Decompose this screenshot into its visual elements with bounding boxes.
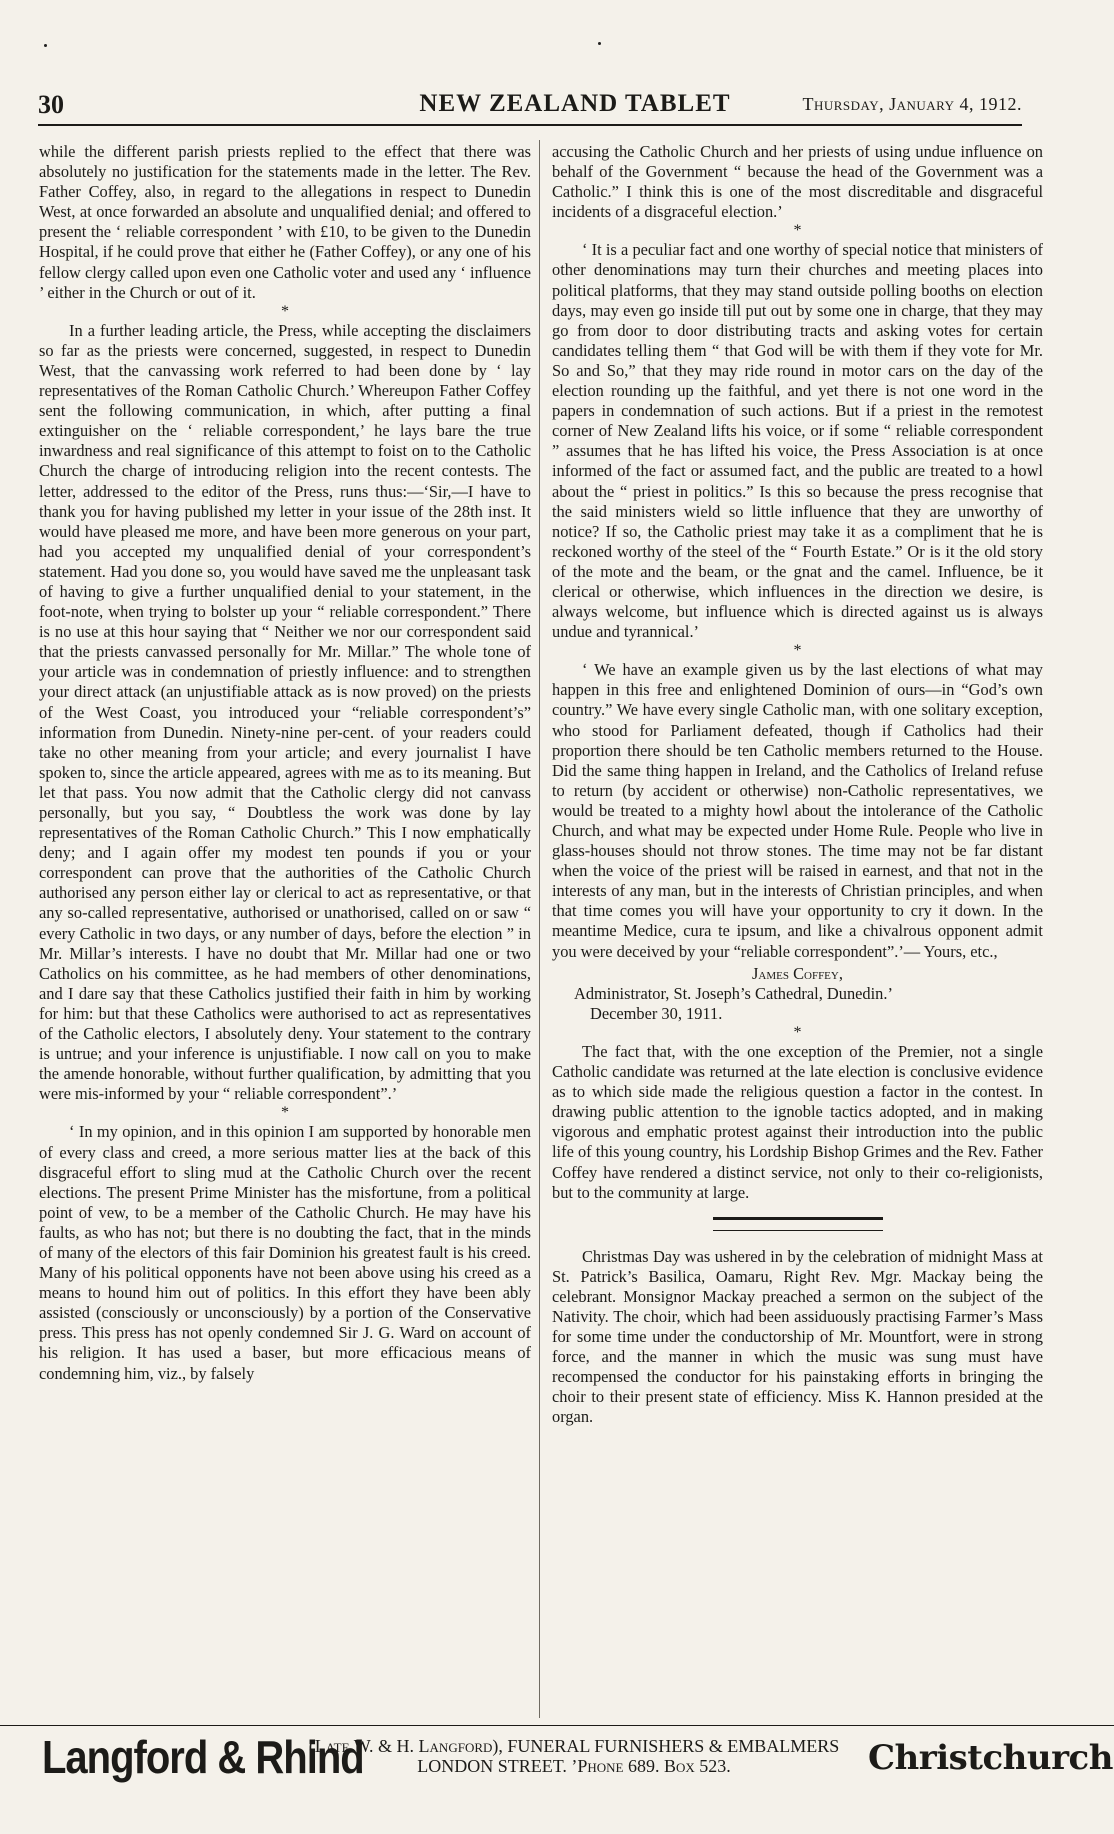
- section-star: *: [793, 222, 802, 240]
- paragraph: In a further leading article, the Press, while accepting the disclaimers so far as the priests were concerned, suggested, in respect to Dunedin West, that the canvassing work referred to had been done by ‘ lay representatives of the Roman Catholic Church.’ Whereupon Father Coffey sent the following communication, in which, after putting a final extinguisher on the ‘ reliable correspondent,’ he lays bare the true inwardness and real significance of this attempt to foist on to the Catholic Church the charge of introducing religion into the recent contests. The letter, addressed to the editor of the Press, runs thus:—‘Sir,—I have to thank you for having published my letter in your issue of the 28th inst. It would have pleased me more, and have been more generous on your part, had you accepted my unqualified denial of your correspondent’s statement. Had you done so, you would have saved me the unpleasant task of having to give a further unqualified denial to your statement, in the foot-note, when trying to bolster up your “ reliable correspondent.” There is no use at this hour saying that “ Neither we nor our correspondent said that the priests canvassed personally for Mr. Millar.” The whole tone of your article was in condemnation of priestly influence: and to strengthen your direct attack (an unjustifiable attack as is now proved) on the priests of the West Coast, you introduced your “reliable correspondent’s” information from Dunedin. Ninety-nine per-cent. of your readers could take no other meaning from your article; and every journalist I have spoken to, since the article appeared, agrees with me as to its meaning. But let that pass. You now admit that the Catholic clergy did not canvass personally, but you say, “ Doubtless the work was done by lay representatives of the Roman Catholic Church.” This I now emphatically deny; and I again offer my modest ten pounds if you or your correspondent can prove that the authorities of the Catholic Church authorised any person either lay or clerical to act as representative, or that any so-called representative, authorised or unathorised, called on or saw “ every Catholic in two days, or any number of days, before the election ” in Mr. Millar’s interests. I have no doubt that Mr. Millar had one or two Catholics on his committee, as he had members of other denominations, and I dare say that these Catholics justified their faith in him by working for him: but that these Catholics were authorised to act as representatives of the Catholic electors, I absolutely deny. Your statement to the contrary is untrue; and your inference is unjustifiable. I now call on you to make the amende honorable, without further qualification, by admitting that you were mis-informed by your “ reliable correspondent”.’: [39, 320, 531, 1104]
- advertisement-details: [269, 1736, 879, 1776]
- section-star: *: [281, 1104, 289, 1122]
- signature-date: December 30, 1911.: [590, 1003, 723, 1023]
- section-star: *: [793, 1023, 802, 1041]
- advertisement-line: (Late W. & H. Langford), FUNERAL FURNISHERS & EMBALMERS: [308, 1736, 840, 1756]
- paragraph: ‘ It is a peculiar fact and one worthy of special notice that ministers of other denominations may turn their churches and meeting places into political platforms, that they may stand outside polling booths on election days, may even go inside till put out by some one in charge, that they may go from door to door distributing tracts and asking votes for certain candidates telling them “ that God will be with them if they vote for Mr. So and So,” that they may ride round in motor cars on the day of the election rounding up the faithful, and yet there is not one word in the papers in condemnation of such actions. But if a priest in the remotest corner of New Zealand lifts his voice, or if some “ reliable correspondent ” assumes that he has lifted his voice, the Press Association is at once informed of the fact or assumed fact, and the public are treated to a howl about the “ priest in politics.” Is this so because the press recognise that the said ministers wield so little influence that they are unworthy of notice? If so, the Catholic priest may take it as a compliment that he is reckoned worthy of the steel of the “ Fourth Estate.” Or is it the old story of the mote and the beam, or the gnat and the camel. Influence, be it clerical or otherwise, which influences in the direction we desire, is always welcome, but influence which is directed against us is always undue and tyrannical.’: [552, 240, 1043, 642]
- advertiser-name: Langford & Rhind: [42, 1732, 364, 1784]
- paragraph: Christmas Day was ushered in by the celebration of midnight Mass at St. Patrick’s Basilica, Oamaru, Right Rev. Mgr. Mackay being the celebrant. Monsignor Mackay preached a sermon on the subject of the Nativity. The choir, which had been assiduously practising Farmer’s Mass for some time under the conductorship of Mr. Mountfort, were in strong force, and the manner in which the music was sung must have recompensed the conductor for his painstaking efforts in bringing the choir to their present state of efficiency. Miss K. Hannon presided at the organ.: [552, 1246, 1043, 1427]
- left-column: [39, 142, 531, 1384]
- paragraph: ‘ We have an example given us by the last elections of what may happen in this free and enlightened Dominion of ours—in “God’s own country.” We have every single Catholic man, with one solitary exception, who stood for Parliament defeated, though if Catholics had their proportion there should be ten Catholic members returned to the House. Did the same thing happen in Ireland, and the Catholics of Ireland refuse to return (by accident or otherwise) non-Catholic representatives, we would be treated to a mighty howl about the intolerance of the Catholic Church, and what may be expected under Home Rule. People who live in glass-houses should not throw stones. The time may not be far distant when the voice of the priest will be raised in earnest, and that not in the interests of any man, but in the interests of Christian principles, and when that time comes you will have your opportunity to cry it down. In the meantime Medice, cura te ipsum, and like a chivalrous opponent admit you were deceived by your “reliable correspondent”.’— Yours, etc.,: [552, 660, 1043, 961]
- section-star: *: [281, 302, 289, 320]
- issue-date: Thursday, January 4, 1912.: [802, 94, 1022, 114]
- right-column: [552, 142, 1043, 1428]
- paragraph: accusing the Catholic Church and her priests of using undue influence on behalf of the Government “ because the head of the Government was a Catholic.” I think this is one of the most discreditable and disgraceful incidents of a disgraceful election.’: [552, 142, 1043, 222]
- print-speck: [44, 44, 47, 47]
- masthead-title: NEW ZEALAND TABLET: [419, 90, 731, 117]
- page-number: 30: [38, 90, 64, 119]
- advertisement-footer: [0, 1725, 1114, 1786]
- signature-name: James Coffey,: [752, 963, 843, 983]
- paragraph: while the different parish priests replied to the effect that there was absolutely no justification for the statements made in the letter. The Rev. Father Coffey, also, in regard to the allegations in respect to Dunedin West, at once forwarded an absolute and unqualified denial; and offered to present the ‘ reliable correspondent ’ with £10, to be given to the Dunedin Hospital, if he could prove that either he (Father Coffey), or any one of his fellow clergy called upon even one Catholic voter and used any ‘ influence ’ either in the Church or out of it.: [39, 142, 531, 302]
- signature-title: Administrator, St. Joseph’s Cathedral, Dunedin.’: [574, 983, 893, 1003]
- advertiser-city: Christchurch: [868, 1738, 1113, 1778]
- paragraph: ‘ In my opinion, and in this opinion I am supported by honorable men of every class and creed, a more serious matter lies at the back of this disgraceful effort to sling mud at the Catholic Church over the recent elections. The present Prime Minister has the misfortune, from a political point of vew, to be a member of the Catholic Church. He may have his faults, as who has not; but there is no doubting the fact, that in the minds of many of the electors of this fair Dominion his greatest fault is his creed. Many of his political opponents have not been above using his creed as a means to hound him out of politics. In this effort they have been ably assisted (consciously or unconsciously) by a portion of the Conservative press. This press has not openly condemned Sir J. G. Ward on account of his religion. It has used a baser, but more efficacious means of condemning him, viz., by falsely: [39, 1122, 531, 1383]
- advertisement-address: LONDON STREET. ’Phone 689. Box 523.: [417, 1756, 731, 1776]
- paragraph: The fact that, with the one exception of the Premier, not a single Catholic candidate was returned at the late election is conclusive evidence as to which side made the religious question a factor in the contest. In drawing public attention to the ignoble tactics adopted, and in making vigorous and emphatic protest against their introduction into the public life of this young country, his Lordship Bishop Grimes and the Rev. Father Coffey have rendered a distinct service, not only to their co-religionists, but to the community at large.: [552, 1041, 1043, 1202]
- page-header: [38, 90, 1022, 126]
- section-divider: [713, 1217, 883, 1231]
- print-speck: [598, 42, 601, 45]
- section-star: *: [793, 642, 802, 660]
- column-divider: [539, 140, 540, 1718]
